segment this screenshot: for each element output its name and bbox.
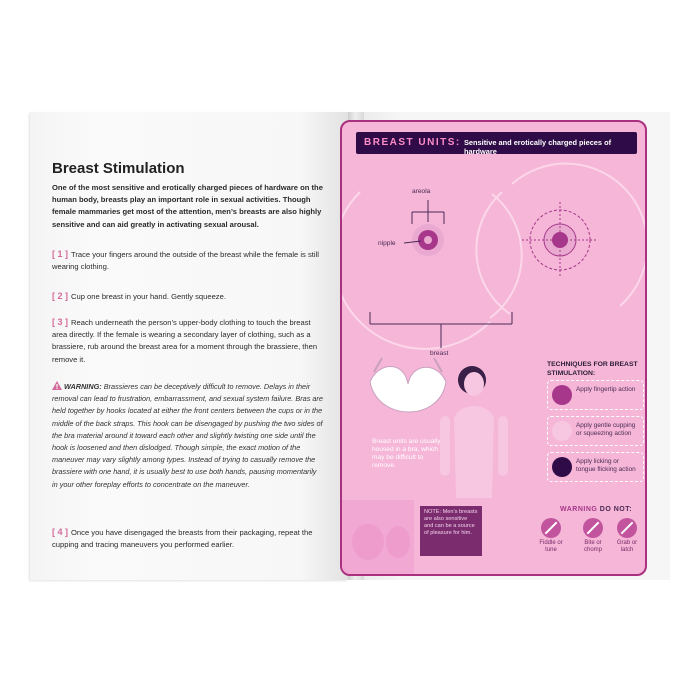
dont-label: Bite or chomp xyxy=(583,540,602,553)
technique-cupping xyxy=(547,416,644,446)
warning-label: WARNING: xyxy=(64,382,102,391)
bite-icon xyxy=(583,518,603,538)
hand-icon xyxy=(552,421,572,441)
panel-header-title: BREAST UNITS: xyxy=(364,137,461,148)
donts-title xyxy=(560,506,632,513)
dont-label: Fiddle or tune xyxy=(539,540,563,553)
step-4 xyxy=(52,526,324,551)
infographic-panel xyxy=(340,120,647,576)
step-number: [ 1 ] xyxy=(52,249,69,259)
mouth-icon xyxy=(552,457,572,477)
bra-caption: Breast units are usually housed in a bra, which may be difficult to remove. xyxy=(372,438,441,469)
step-number: [ 4 ] xyxy=(52,527,69,537)
dont-fiddle xyxy=(538,518,564,554)
dont-grab xyxy=(614,518,640,554)
step-2 xyxy=(52,290,324,303)
intro-paragraph: One of the most sensitive and erotically charged pieces of hardware on the human body, breasts play an important role in sexual activities. Though female mammaries get most of the attention, men’s breasts are also highly sensitive and can aid greatly in activating sexual arousal. xyxy=(52,183,323,229)
step-text: Reach underneath the person’s upper-body clothing to touch the breast area directly. If the female is wearing a secondary layer of clothing, such as a brassiere, rub around the breast area for a moment through the brassiere, then remove it. xyxy=(52,318,318,364)
warning-block xyxy=(52,380,324,491)
finger-icon xyxy=(552,385,572,405)
dont-bite xyxy=(580,518,606,554)
panel-header-subtitle: Sensitive and erotically charged pieces of hardware xyxy=(464,138,612,156)
warning-word: WARNING xyxy=(560,506,598,513)
technique-label: Apply fingertip action xyxy=(576,386,636,393)
fiddle-icon xyxy=(541,518,561,538)
technique-fingertip xyxy=(547,380,644,410)
step-3 xyxy=(52,316,324,366)
warning-text: Brassieres can be deceptively difficult to remove. Delays in their removal can lead to frustration, embarrassment, and sexual system failure. Bras are held together by hooks located at either the front centers between the cups or in the middle of the back straps. This hook can be disengaged by pushing the two sides of the bra material around it toward each other and slightly twisting one side until the hook is loosened and then dislodged. Though simple, the exact motion of the maneuver may vary slightly among types. Instead of trying to casually remove the brassiere with one hand, it is usually best to use both hands, pausing momentarily in your other foreplay efforts to concentrate on the maneuver. xyxy=(52,382,323,489)
warning-rest: DO NOT: xyxy=(597,506,633,513)
step-text: Cup one breast in your hand. Gently squeeze. xyxy=(71,292,226,301)
grab-icon xyxy=(617,518,637,538)
technique-label: Apply gentle cupping or squeezing action xyxy=(576,422,636,437)
step-number: [ 3 ] xyxy=(52,317,69,327)
warning-icon xyxy=(52,381,62,390)
label-breast: breast xyxy=(430,350,449,357)
step-text: Once you have disengaged the breasts from their packaging, repeat the cupping and tracing maneuvers you performed earlier. xyxy=(52,528,313,550)
step-1 xyxy=(52,248,324,273)
techniques-title: TECHNIQUES FOR BREAST STIMULATION: xyxy=(547,361,638,377)
technique-licking xyxy=(547,452,644,482)
label-nipple: nipple xyxy=(378,240,396,247)
label-areola: areola xyxy=(412,188,431,195)
left-page xyxy=(30,112,348,580)
note-box: NOTE: Men’s breasts are also sensitive and can be a source of pleasure for him. xyxy=(420,506,482,556)
technique-label: Apply licking or tongue flicking action xyxy=(576,458,636,473)
dont-label: Grab or latch xyxy=(616,540,638,553)
step-number: [ 2 ] xyxy=(52,291,69,301)
step-text: Trace your fingers around the outside of the breast while the female is still wearing clothing. xyxy=(52,250,319,272)
page-title: Breast Stimulation xyxy=(52,160,185,177)
